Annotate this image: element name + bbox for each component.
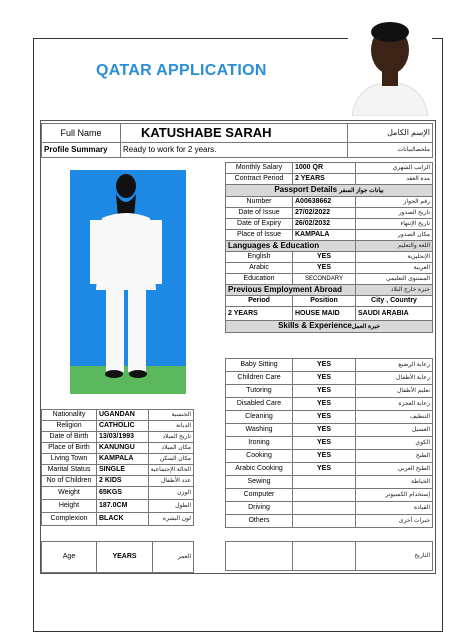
- skill-row: [226, 502, 433, 515]
- personal-label: Marital Status: [42, 465, 97, 476]
- personal-ar: تاريخ الميلاد: [148, 432, 193, 443]
- skill-ar: الطبخ: [356, 450, 433, 463]
- skill-ar: رعاية الرضيع: [356, 359, 433, 372]
- skill-ar: تعليم الأطفال: [356, 385, 433, 398]
- skill-ar: الغسيل: [356, 424, 433, 437]
- personal-value: KAMPALA: [97, 454, 149, 465]
- profile-ar: ملخصالبيانات: [348, 143, 433, 158]
- employment-header-ar: خبرة خارج البلاد: [356, 285, 433, 296]
- skill-value: [293, 502, 356, 515]
- skill-label: Cooking: [226, 450, 293, 463]
- skill-label: Disabled Care: [226, 398, 293, 411]
- personal-table: [41, 409, 194, 526]
- salary-value: 1000 QR: [293, 163, 356, 174]
- education-ar: المستوى التعليمي: [356, 274, 433, 285]
- skill-label: Baby Sitting: [226, 359, 293, 372]
- skill-ar: الطبخ العربي: [356, 463, 433, 476]
- period-col: Period: [226, 296, 293, 307]
- skill-ar: التنظيف: [356, 411, 433, 424]
- personal-value: 13/03/1993: [97, 432, 149, 443]
- page-title: QATAR APPLICATION: [96, 62, 267, 79]
- header-table: [41, 123, 433, 158]
- employment-period: 2 YEARS: [226, 307, 293, 321]
- skill-ar: إستخدام الكمبيوتر: [356, 489, 433, 502]
- skill-row: [226, 463, 433, 476]
- remarks-table: [225, 541, 433, 571]
- full-name-label: Full Name: [42, 124, 121, 143]
- personal-label: No of Children: [42, 476, 97, 487]
- skill-value: [293, 489, 356, 502]
- salary-ar: الراتب الشهري: [356, 163, 433, 174]
- skill-row: [226, 476, 433, 489]
- education-label: Education: [226, 274, 293, 285]
- expiry-date-label: Date of Expiry: [226, 219, 293, 230]
- age-label: Age: [42, 542, 97, 573]
- skill-row: [226, 424, 433, 437]
- skill-label: Ironing: [226, 437, 293, 450]
- skill-value: YES: [293, 437, 356, 450]
- personal-ar: الوزن: [148, 487, 193, 500]
- personal-row: [42, 487, 194, 500]
- profile-value: Ready to work for 2 years.: [121, 143, 348, 158]
- personal-ar: الديانة: [148, 421, 193, 432]
- skill-row: [226, 489, 433, 502]
- arabic-ar: العربية: [356, 263, 433, 274]
- issue-date-ar: تاريخ الصدور: [356, 208, 433, 219]
- skill-value: YES: [293, 463, 356, 476]
- headshot-photo: [348, 12, 432, 116]
- personal-label: Height: [42, 500, 97, 513]
- personal-ar: لون البشرة: [148, 513, 193, 526]
- skill-row: [226, 515, 433, 528]
- skill-row: [226, 450, 433, 463]
- skill-label: Cleaning: [226, 411, 293, 424]
- right-table: [225, 162, 433, 333]
- personal-row: [42, 500, 194, 513]
- personal-row: [42, 421, 194, 432]
- country-col: City , Country: [356, 296, 433, 307]
- personal-row: [42, 465, 194, 476]
- skill-row: [226, 372, 433, 385]
- salary-label: Monthly Salary: [226, 163, 293, 174]
- skill-label: Arabic Cooking: [226, 463, 293, 476]
- skill-value: YES: [293, 411, 356, 424]
- skill-ar: خبرات أخرى: [356, 515, 433, 528]
- skill-value: YES: [293, 398, 356, 411]
- english-value: YES: [293, 252, 356, 263]
- skill-label: Computer: [226, 489, 293, 502]
- personal-ar: عدد الأطفال: [148, 476, 193, 487]
- contract-value: 2 YEARS: [293, 174, 356, 185]
- personal-value: CATHOLIC: [97, 421, 149, 432]
- personal-row: [42, 443, 194, 454]
- personal-value: SINGLE: [97, 465, 149, 476]
- expiry-date-value: 26/02/2032: [293, 219, 356, 230]
- personal-ar: الحالة الإجتماعية: [148, 465, 193, 476]
- english-ar: الإنجليزية: [356, 252, 433, 263]
- issue-date-value: 27/02/2022: [293, 208, 356, 219]
- passport-number-value: A00638662: [293, 197, 356, 208]
- skill-row: [226, 359, 433, 372]
- personal-value: UGANDAN: [97, 410, 149, 421]
- personal-label: Living Town: [42, 454, 97, 465]
- skill-row: [226, 437, 433, 450]
- skill-label: Others: [226, 515, 293, 528]
- skill-label: Driving: [226, 502, 293, 515]
- passport-number-ar: رقم الجواز: [356, 197, 433, 208]
- skill-value: [293, 515, 356, 528]
- languages-header: Languages & Education: [226, 241, 356, 252]
- personal-row: [42, 410, 194, 421]
- remarks-ar: التاريخ: [356, 542, 433, 571]
- skill-value: YES: [293, 424, 356, 437]
- personal-row: [42, 432, 194, 443]
- languages-header-ar: اللغة والتعليم: [356, 241, 433, 252]
- personal-value: 2 KIDS: [97, 476, 149, 487]
- skill-label: Tutoring: [226, 385, 293, 398]
- position-col: Position: [293, 296, 356, 307]
- expiry-date-ar: تاريخ الإنتهاء: [356, 219, 433, 230]
- employment-header: Previous Employment Abroad: [226, 285, 356, 296]
- personal-row: [42, 513, 194, 526]
- skill-ar: رعاية العجزة: [356, 398, 433, 411]
- arabic-value: YES: [293, 263, 356, 274]
- age-table: [41, 541, 194, 573]
- skill-ar: الكوي: [356, 437, 433, 450]
- personal-label: Nationality: [42, 410, 97, 421]
- employment-position: HOUSE MAID: [293, 307, 356, 321]
- full-name-ar: الإسم الكامل: [348, 124, 433, 143]
- personal-value: 65KGS: [97, 487, 149, 500]
- full-body-photo: [70, 170, 186, 394]
- issue-place-ar: مكان الصدور: [356, 230, 433, 241]
- skill-ar: الخياطة: [356, 476, 433, 489]
- issue-date-label: Date of Issue: [226, 208, 293, 219]
- age-ar: العمر: [153, 542, 194, 573]
- personal-ar: الطول: [148, 500, 193, 513]
- personal-label: Religion: [42, 421, 97, 432]
- english-label: English: [226, 252, 293, 263]
- personal-ar: مكان الميلاد: [148, 443, 193, 454]
- passport-header: Passport Details بيانات جواز السفر: [226, 185, 433, 197]
- personal-label: Date of Birth: [42, 432, 97, 443]
- skills-header: Skills & Experienceخبرة العمل: [226, 321, 433, 333]
- skill-value: YES: [293, 450, 356, 463]
- skill-ar: رعاية الأطفال: [356, 372, 433, 385]
- employment-country: SAUDI ARABIA: [356, 307, 433, 321]
- skill-ar: القيادة: [356, 502, 433, 515]
- personal-label: Weight: [42, 487, 97, 500]
- skill-label: Sewing: [226, 476, 293, 489]
- issue-place-label: Place of Issue: [226, 230, 293, 241]
- passport-number-label: Number: [226, 197, 293, 208]
- education-value: SECONDARY: [293, 274, 356, 285]
- personal-value: 187.0CM: [97, 500, 149, 513]
- personal-row: [42, 454, 194, 465]
- skill-label: Washing: [226, 424, 293, 437]
- issue-place-value: KAMPALA: [293, 230, 356, 241]
- skill-row: [226, 398, 433, 411]
- skill-row: [226, 385, 433, 398]
- personal-value: BLACK: [97, 513, 149, 526]
- skill-value: YES: [293, 372, 356, 385]
- personal-label: Place of Birth: [42, 443, 97, 454]
- personal-row: [42, 476, 194, 487]
- personal-value: KANUNGU: [97, 443, 149, 454]
- contract-ar: مدة العقد: [356, 174, 433, 185]
- full-name-value: KATUSHABE SARAH: [121, 124, 348, 143]
- arabic-label: Arabic: [226, 263, 293, 274]
- profile-label: Profile Summary: [42, 143, 121, 158]
- skill-value: YES: [293, 359, 356, 372]
- personal-ar: الجنسية: [148, 410, 193, 421]
- skill-value: YES: [293, 385, 356, 398]
- skill-row: [226, 411, 433, 424]
- personal-ar: مكان السكن: [148, 454, 193, 465]
- contract-label: Contract Period: [226, 174, 293, 185]
- skills-table: [225, 358, 433, 528]
- skill-label: Children Care: [226, 372, 293, 385]
- age-value: YEARS: [97, 542, 153, 573]
- personal-label: Complexion: [42, 513, 97, 526]
- skill-value: [293, 476, 356, 489]
